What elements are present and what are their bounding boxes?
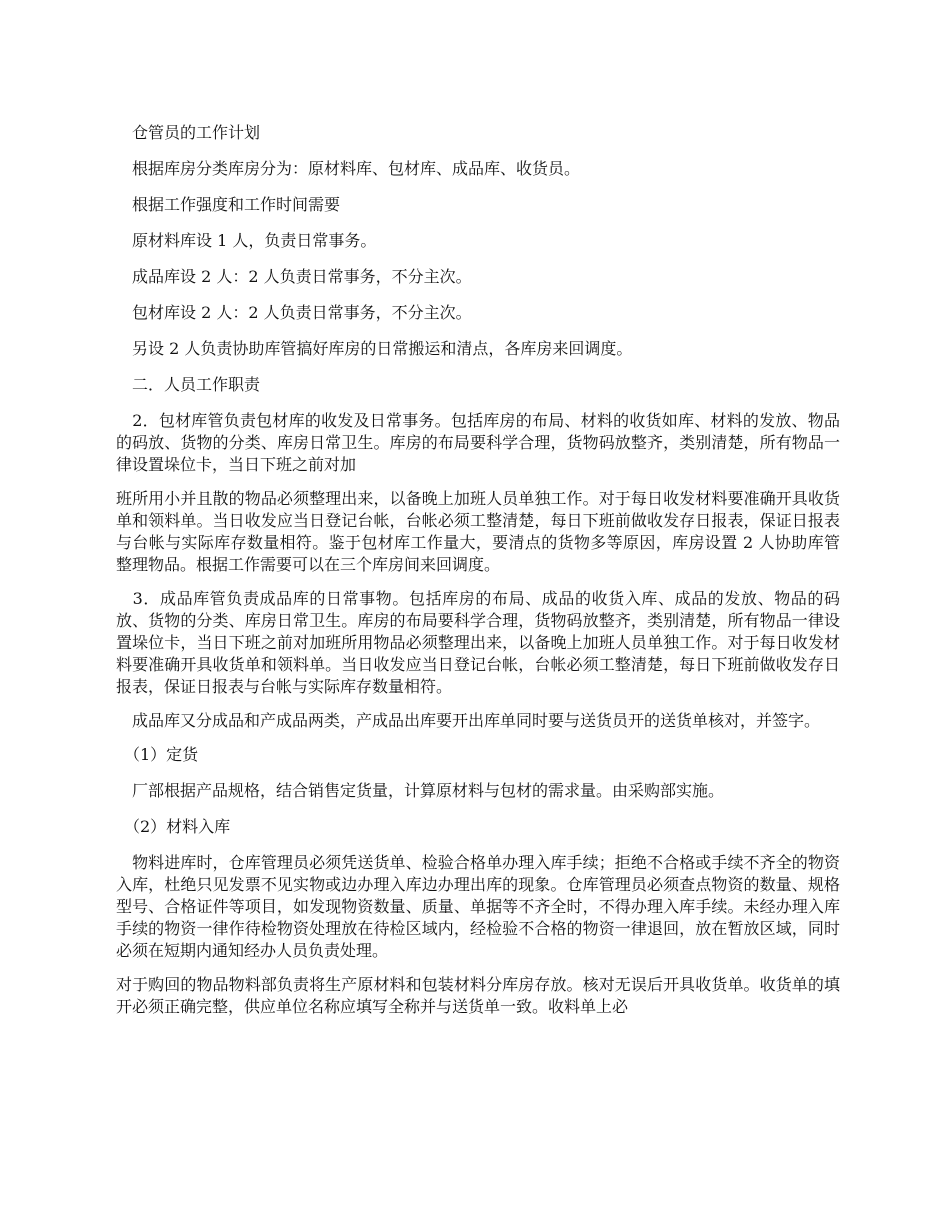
paragraph: 2．包材库管负责包材库的收发及日常事务。包括库房的布局、材料的收货如库、材料的发放、物品的码放、货物的分类、库房日常卫生。库房的布局要科学合理，货物码放整齐，类别清楚，所有物品一律设置垛位卡，当日下班之前对加 [116, 411, 840, 474]
paragraph: 根据库房分类库房分为：原材料库、包材库、成品库、收货员。 [116, 159, 581, 178]
paragraph: 成品库又分成品和产成品两类，产成品出库要开出库单同时要与送货员开的送货单核对，并签字。 [116, 711, 821, 730]
paragraph: 3．成品库管负责成品库的日常事物。包括库房的布局、成品的收货入库、成品的发放、物品的码放、货物的分类、库房日常卫生。库房的布局要科学合理，货物码放整齐，类别清楚，所有物品一律设置垛位卡，当日下班之前对加班所用物品必须整理出来，以备晚上加班人员单独工作。对于每日收发材料要准确开具收货单和领料单。当日收发应当日登记台帐，台帐必须工整清楚，每日下班前做收发存日报表，保证日报表与台帐与实际库存数量相符。 [116, 589, 840, 696]
section-heading: 二．人员工作职责 [116, 375, 261, 394]
subsection-heading: （2）材料入库 [116, 817, 231, 836]
paragraph: 另设 2 人负责协助库管搞好库房的日常搬运和清点，各库房来回调度。 [116, 339, 633, 358]
paragraph: 包材库设 2 人：2 人负责日常事务，不分主次。 [116, 303, 472, 322]
document-title: 仓管员的工作计划 [116, 123, 261, 142]
paragraph: 对于购回的物品物料部负责将生产原材料和包装材料分库房存放。核对无误后开具收货单。收货单的填开必须正确完整，供应单位名称应填写全称并与送货单一致。收料单上必 [116, 975, 840, 1016]
paragraph: 成品库设 2 人：2 人负责日常事务，不分主次。 [116, 267, 472, 286]
paragraph: 物料进库时，仓库管理员必须凭送货单、检验合格单办理入库手续；拒绝不合格或手续不齐全的物资入库，杜绝只见发票不见实物或边办理入库边办理出库的现象。仓库管理员必须查点物资的数量、规格型号、合格证件等项目，如发现物资数量、质量、单据等不齐全时，不得办理入库手续。未经办理入库手续的物资一律作待检物资处理放在待检区域内，经检验不合格的物资一律退回，放在暂放区域，同时必须在短期内通知经办人员负责处理。 [116, 853, 840, 960]
paragraph: 班所用小并且散的物品必须整理出来，以备晚上加班人员单独工作。对于每日收发材料要准确开具收货单和领料单。当日收发应当日登记台帐，台帐必须工整清楚，每日下班前做收发存日报表，保证日报表与台帐与实际库存数量相符。鉴于包材库工作量大，要清点的货物多等原因，库房设置 2 人协助库管整理物品。根据工作需要可以在三个库房间来回调度。 [116, 489, 840, 574]
paragraph: 厂部根据产品规格，结合销售定货量，计算原材料与包材的需求量。由采购部实施。 [116, 781, 725, 800]
paragraph: 原材料库设 1 人，负责日常事务。 [116, 231, 377, 250]
document-page [116, 122, 840, 1018]
paragraph: 根据工作强度和工作时间需要 [116, 195, 341, 214]
subsection-heading: （1）定货 [116, 745, 199, 764]
